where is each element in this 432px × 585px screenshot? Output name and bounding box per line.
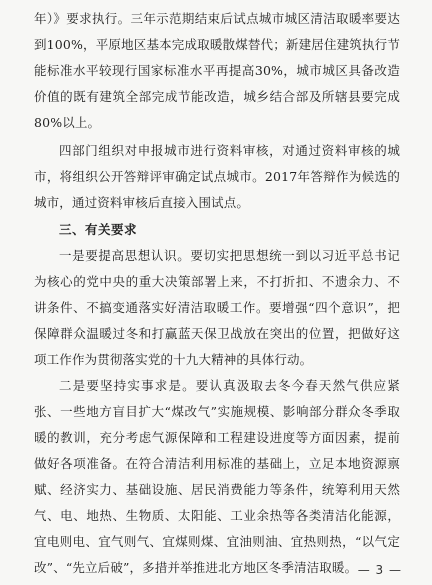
paragraph-review-process: 四部门组织对申报城市进行资料审核，对通过资料审核的城市，将组织公开答辩评审确定试点城市。2017年答辩作为候选的城市，通过资料审核后直接入围试点。 (34, 143, 400, 210)
section-heading-requirements: 三、有关要求 (59, 222, 138, 237)
paragraph-implementation-targets: 年）》要求执行。三年示范期结束后试点城市城区清洁取暖率要达到100%，平原地区基本完成取暖散煤替代；新建居住建筑执行节能标准水平较现行国家标准水平再提高30%，城市城区具备改造价值的既有建筑全部完成节能改造，城乡结合部及所辖县要完成80%以上。 (34, 11, 400, 130)
paragraph-requirement-two: 二是要坚持实事求是。要认真汲取去冬今春天然气供应紧张、一些地方盲目扩大“煤改气”实施规模、影响部分群众冬季取暖的教训，充分考虑气源保障和工程建设进度等方面因素，提前做好各项准备。在符合清洁利用标准的基础上，立足本地资源禀赋、经济实力、基础设施、居民消费能力等条件，统筹利用天然气、电、地热、生物质、太阳能、工业余热等各类清洁化能源，宜电则电、宜气则气、宜煤则煤、宜油则油、宜热则热，“以气定改”、“先立后破”，多措并举推进北方地区冬季清洁取暖。 (34, 378, 400, 575)
paragraph-requirement-one: 一是要提高思想认识。要切实把思想统一到以习近平总书记为核心的党中央的重大决策部署上来，不打折扣、不遗余力、不讲条件、不搞变通落实好清洁取暖工作。要增强“四个意识”，把保障群众温暖过冬和打赢蓝天保卫战放在突出的位置，把做好这项工作作为贯彻落实党的十九大精神的具体行动。 (34, 248, 400, 367)
document-body (34, 6, 400, 581)
page-number: — 3 — (357, 563, 402, 577)
